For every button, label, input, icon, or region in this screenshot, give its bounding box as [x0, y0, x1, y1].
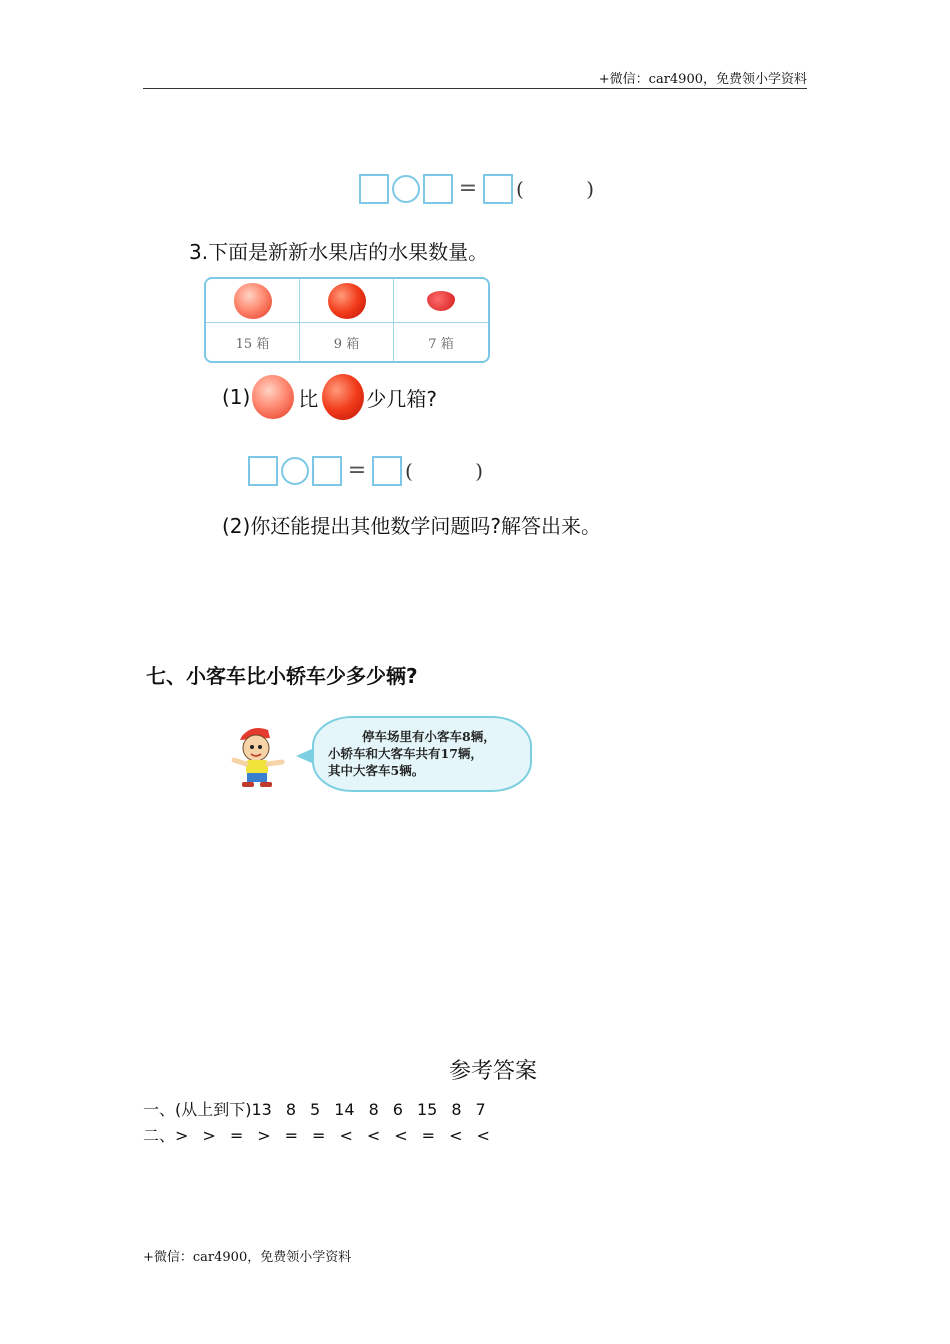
header-divider [143, 88, 807, 89]
answer-box[interactable] [359, 174, 389, 204]
answer-box[interactable] [248, 456, 278, 486]
sub-question-1: (1) 比 少几箱? [222, 374, 437, 420]
count-cell: 7 箱 [428, 336, 454, 352]
peach-icon [252, 375, 294, 419]
speech-line: 小轿车和大客车共有17辆， [328, 746, 483, 761]
speech-bubble [312, 716, 532, 792]
question-3-title: 3.下面是新新水果店的水果数量。 [189, 240, 489, 264]
unit-parentheses[interactable]: ( ) [516, 177, 594, 201]
operator-circle[interactable] [281, 457, 309, 485]
unit-parentheses[interactable]: ( ) [405, 459, 483, 483]
apple-cell [300, 279, 394, 323]
strawberry-icon [427, 291, 455, 311]
peach-cell [206, 279, 300, 323]
sub-question-2: (2)你还能提出其他数学问题吗?解答出来。 [222, 514, 601, 538]
answer-box[interactable] [423, 174, 453, 204]
answer-box[interactable] [372, 456, 402, 486]
apple-icon [322, 374, 364, 420]
equation-row-sub1 [248, 456, 483, 486]
peach-icon [234, 283, 272, 319]
answer-line-2: 二、> > = > = = < < < = < < [143, 1126, 490, 1145]
equation-row-top [359, 174, 594, 204]
speech-line: 其中大客车5辆。 [328, 763, 425, 778]
speech-line: 停车场里有小客车8辆， [362, 729, 496, 744]
count-cell: 15 箱 [206, 323, 300, 361]
answer-box[interactable] [312, 456, 342, 486]
page-footer-text: +微信：car4900，免费领小学资料 [143, 1250, 352, 1265]
equals-sign: = [458, 176, 478, 201]
answer-box[interactable] [483, 174, 513, 204]
operator-circle[interactable] [392, 175, 420, 203]
answer-line-1: 一、(从上到下)13 8 5 14 8 6 15 8 7 [143, 1100, 486, 1119]
fruit-table [204, 277, 490, 363]
cartoon-boy-icon [228, 722, 294, 792]
answers-title: 参考答案 [448, 1059, 537, 1084]
count-cell: 9 箱 [300, 323, 394, 361]
equals-sign: = [347, 458, 367, 483]
strawberry-cell [394, 279, 488, 323]
page-header-text: +微信：car4900，免费领小学资料 [598, 72, 807, 87]
section-7-title: 七、小客车比小轿车少多少辆? [146, 664, 418, 688]
apple-icon [328, 283, 366, 319]
